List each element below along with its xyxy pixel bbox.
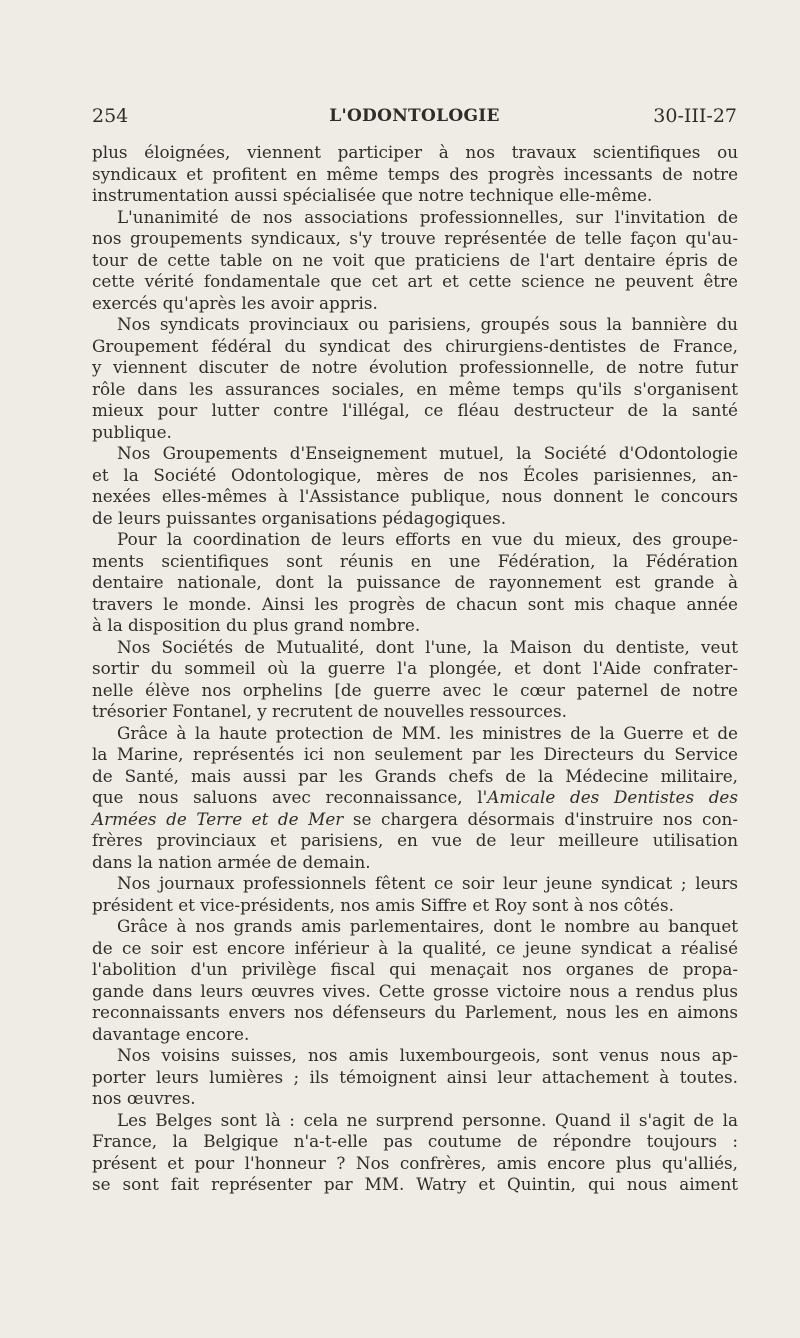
- paragraph: [92, 314, 738, 443]
- text-line: que nous saluons avec reconnaissance, l'Amicale des Dentistes des: [92, 787, 738, 807]
- text-line: de Santé, mais aussi par les Grands chefs de la Médecine militaire,: [92, 765, 738, 786]
- text-line: la Marine, représentés ici non seulement par les Directeurs du Service: [92, 744, 738, 764]
- text-line: instrumentation aussi spécialisée que notre technique elle-même.: [92, 185, 653, 205]
- text-line: travers le monde. Ainsi les progrès de chacun sont mis chaque année: [92, 593, 738, 614]
- paragraph: [92, 873, 738, 916]
- text-line: Nos syndicats provinciaux ou parisiens, groupés sous la bannière du: [117, 314, 738, 334]
- text-line: plus éloignées, viennent participer à nos travaux scientifiques ou: [92, 142, 738, 162]
- paragraph: [92, 142, 738, 207]
- text-line: mieux pour lutter contre l'illégal, ce fléau destructeur de la santé: [92, 400, 738, 420]
- text-line: se sont fait représenter par MM. Watry et Quintin, qui nous aiment: [92, 1174, 738, 1194]
- text-line: Les Belges sont là : cela ne surprend personne. Quand il s'agit de la: [117, 1109, 738, 1130]
- text-line: Nos Groupements d'Enseignement mutuel, la Société d'Odontologie: [117, 443, 738, 463]
- issue-date: 30-III-27: [653, 105, 737, 127]
- text-line: Groupement fédéral du syndicat des chirurgiens-dentistes de France,: [92, 335, 738, 356]
- text-line: L'unanimité de nos associations professionnelles, sur l'invitation de: [117, 206, 738, 227]
- text-line: y viennent discuter de notre évolution professionnelle, de notre futur: [92, 357, 738, 377]
- text-line: publique.: [92, 421, 172, 442]
- text-line: et la Société Odontologique, mères de nos Écoles parisiennes, an-: [92, 464, 738, 485]
- text-line: de leurs puissantes organisations pédagogiques.: [92, 507, 507, 528]
- paragraph: [92, 1045, 738, 1110]
- text-line: Pour la coordination de leurs efforts en vue du mieux, des groupe-: [117, 529, 738, 549]
- text-line: Grâce à la haute protection de MM. les ministres de la Guerre et de: [117, 722, 738, 743]
- paragraph: [92, 916, 738, 1045]
- text-line: sortir du sommeil où la guerre l'a plongée, et dont l'Aide confrater-: [92, 658, 738, 678]
- text-line: nos œuvres.: [92, 1088, 196, 1108]
- italic-title: Amicale des Dentistes des: [487, 787, 738, 807]
- text-line: dentaire nationale, dont la puissance de rayonnement est grande à: [92, 572, 738, 592]
- journal-title: L'ODONTOLOGIE: [329, 106, 500, 126]
- text-line: syndicaux et profitent en même temps des progrès incessants de notre: [92, 163, 738, 184]
- text-line: président et vice-présidents, nos amis Siffre et Roy sont à nos côtés.: [92, 894, 674, 915]
- text-line: dans la nation armée de demain.: [92, 851, 371, 872]
- text-line: Grâce à nos grands amis parlementaires, dont le nombre au banquet: [117, 916, 738, 936]
- text-line: nos groupements syndicaux, s'y trouve représentée de telle façon qu'au-: [92, 228, 738, 248]
- paragraph: [92, 1110, 738, 1196]
- text-line: présent et pour l'honneur ? Nos confrères, amis encore plus qu'alliés,: [92, 1152, 738, 1173]
- text-line: France, la Belgique n'a-t-elle pas coutume de répondre toujours :: [92, 1131, 738, 1151]
- text-line: reconnaissants envers nos défenseurs du Parlement, nous les en aimons: [92, 1002, 738, 1022]
- paragraph: [92, 637, 738, 723]
- text-line: trésorier Fontanel, y recrutent de nouvelles ressources.: [92, 701, 567, 721]
- text-line: cette vérité fondamentale que cet art et cette science ne peuvent être: [92, 271, 738, 291]
- text-line: nelle élève nos orphelins [de guerre avec le cœur paternel de notre: [92, 679, 738, 700]
- paragraph: [92, 723, 738, 874]
- text-line: ments scientifiques sont réunis en une Fédération, la Fédération: [92, 550, 738, 571]
- paragraph: [92, 443, 738, 529]
- text-line: rôle dans les assurances sociales, en même temps qu'ils s'organisent: [92, 378, 738, 399]
- text-line: exercés qu'après les avoir appris.: [92, 292, 378, 313]
- paragraph: [92, 529, 738, 637]
- text-line: davantage encore.: [92, 1023, 250, 1044]
- text-line: Nos Sociétés de Mutualité, dont l'une, la Maison du dentiste, veut: [117, 636, 738, 657]
- text-line: tour de cette table on ne voit que praticiens de l'art dentaire épris de: [92, 249, 738, 270]
- paragraph: [92, 207, 738, 315]
- text-line: l'abolition d'un privilège fiscal qui menaçait nos organes de propa-: [92, 959, 738, 979]
- article-body: [92, 142, 738, 1196]
- text-line: de ce soir est encore inférieur à la qualité, ce jeune syndicat a réalisé: [92, 937, 738, 958]
- text-line: frères provinciaux et parisiens, en vue de leur meilleure utilisation: [92, 830, 738, 850]
- text-line: Armées de Terre et de Mer se chargera désormais d'instruire nos con-: [92, 808, 738, 829]
- page-number: 254: [92, 105, 129, 127]
- italic-title: Armées de Terre et de Mer: [92, 808, 344, 829]
- text-line: Nos journaux professionnels fêtent ce soir leur jeune syndicat ; leurs: [117, 873, 738, 893]
- text-line: nexées elles-mêmes à l'Assistance publique, nous donnent le concours: [92, 486, 738, 506]
- running-header: [92, 102, 737, 130]
- text-line: porter leurs lumières ; ils témoignent ainsi leur attachement à toutes.: [92, 1066, 738, 1087]
- text-line: à la disposition du plus grand nombre.: [92, 615, 421, 635]
- text-line: gande dans leurs œuvres vives. Cette grosse victoire nous a rendus plus: [92, 980, 738, 1001]
- text-line: Nos voisins suisses, nos amis luxembourgeois, sont venus nous ap-: [117, 1045, 738, 1065]
